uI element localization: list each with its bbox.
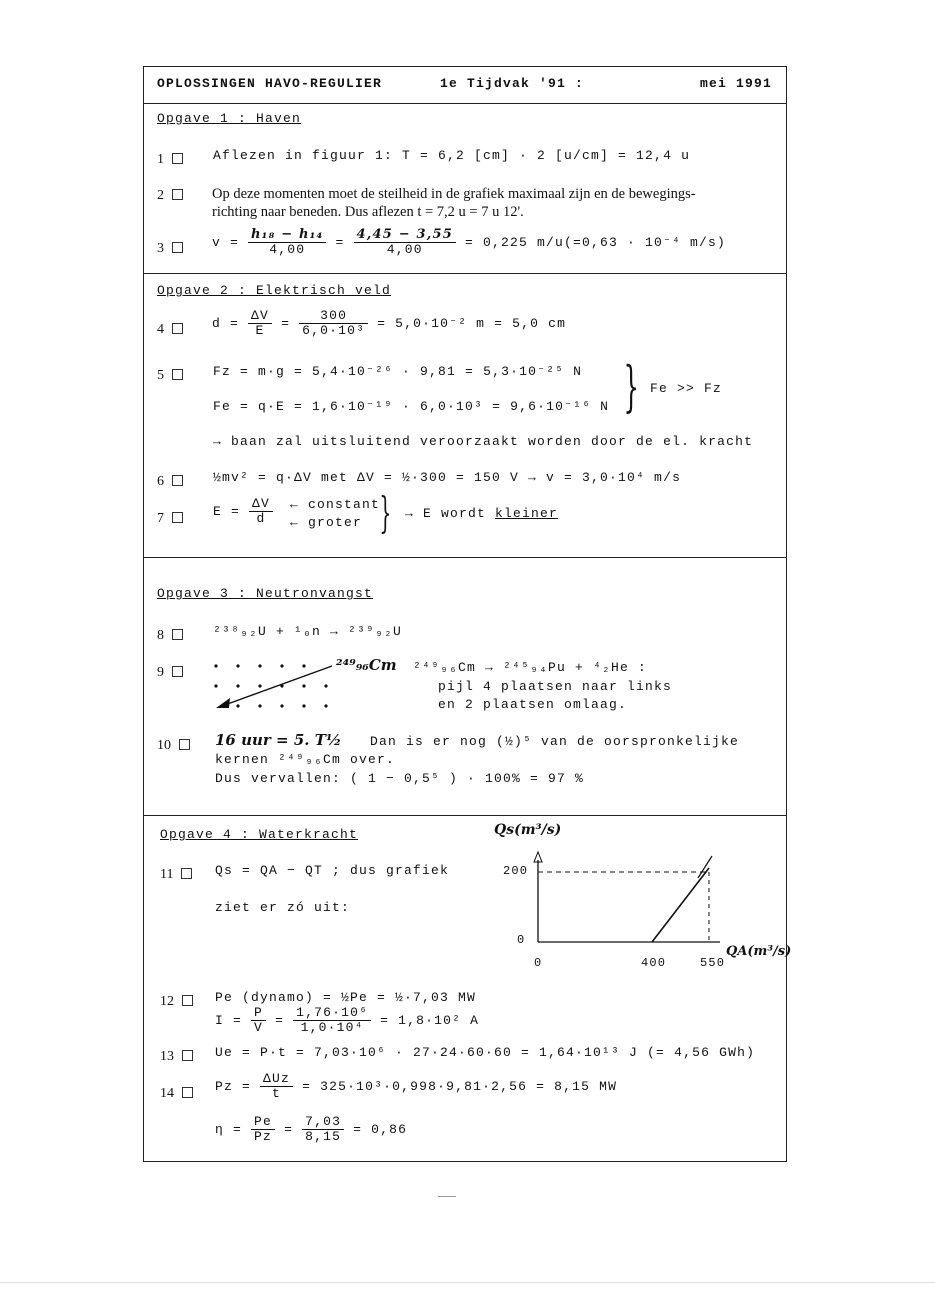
graph-line [652,868,709,942]
q10-line3: Dus vervallen: ( 1 − 0,5⁵ ) · 100% = 97 % [215,771,585,786]
q9-number: 9 [157,661,183,681]
q11-number: 11 [160,863,192,883]
q7-number: 7 [157,507,183,527]
q7-fraction: $\frac{\Delta V}{d}$ [249,497,273,526]
scan-mark [438,1196,456,1197]
q12-formula: I = $\frac{P}{V}$ = $\frac{\text{1,76·10⁶}}{\text{1,0·10⁴}}$ = 1,8·10² A [215,1005,480,1035]
q13-text: Ue = P·t = 7,03·10⁶ · 27·24·60·60 = 1,64·10¹³ J (= 4,56 GWh) [215,1045,756,1060]
graph-y-label: Qs(m³/s) [494,822,562,838]
q10-handwritten: 16 uur = 5. T½ [215,731,342,749]
q10-line1: Dan is er nog (½)⁵ van de oorspronkelijke [370,734,740,749]
q4-fraction-2: $\frac{300}{\text{6,0·10³}}$ [299,309,368,338]
q3-formula [212,228,726,257]
q12-line1: Pe (dynamo) = ½Pe = ½·7,03 MW [215,990,477,1005]
q14-checkbox [182,1087,193,1098]
q14-number: 14 [160,1082,193,1102]
q8-text: ²³⁸₉₂U + ¹₀n → ²³⁹₉₂U [213,624,403,639]
q5-comparison: Fe >> Fz [650,381,723,396]
q3-number: 3 [157,237,183,257]
q5-line1: Fz = m·g = 5,4·10⁻²⁶ · 9,81 = 5,3·10⁻²⁵ N [213,364,583,379]
graph-y-tick-0: 0 [517,933,526,947]
q12-lhs: I = [215,1013,243,1028]
opgave2-title: Opgave 2 : Elektrisch veld [157,283,392,298]
q10-checkbox [179,739,190,750]
q2-number: 2 [157,184,183,204]
q8-checkbox [172,629,183,640]
q4-formula: d = $\frac{\Delta V}{E}$ = $\frac{300}{\text{6,0·10³}}$ = 5,0·10⁻² m = 5,0 cm [212,308,567,338]
q7-arrow-groter: ← groter [290,515,363,530]
divider-3 [143,815,786,816]
divider-1 [143,273,786,274]
q5-brace: } [623,355,639,418]
q9-line2: pijl 4 plaatsen naar links [438,679,673,694]
graph-x-tick-550: 550 [700,956,726,970]
q9-reaction: ²⁴⁹₉₆Cm → ²⁴⁵₉₄Pu + ⁴₂He : [413,660,648,675]
q10-line2: kernen ²⁴⁹₉₆Cm over. [215,752,396,767]
q5-checkbox [172,369,183,380]
q7-result-underlined: kleiner [495,506,559,521]
q2-line2: richting naar beneden. Dus aflezen t = 7,2 u = 7 u 12'. [212,204,524,220]
q7-formula [213,497,273,526]
q9-checkbox [172,666,183,677]
q7-brace: } [379,488,392,537]
q4-fraction-1: $\frac{\Delta V}{E}$ [248,309,272,338]
q13-number: 13 [160,1045,193,1065]
q11-line1: Qs = QA − QT ; dus grafiek [215,863,450,878]
q6-text: ½mv² = q·ΔV met ΔV = ½·300 = 150 V → v = 3,0·10⁴ m/s [213,470,682,485]
q6-checkbox [172,475,183,486]
header-left: OPLOSSINGEN HAVO-REGULIER [157,76,383,91]
q7-arrow-constant: ← constant [290,497,381,512]
scan-edge-line [0,1282,935,1283]
q3-fraction-1: $\frac{\text{h₁₈ − h₁₄}}{4,00}$ [248,228,326,257]
q14-eta-lhs: η = [215,1122,243,1137]
q5-number: 5 [157,364,183,384]
q9-line3: en 2 plaatsen omlaag. [438,697,628,712]
graph-x-label: QA(m³/s) [726,944,792,959]
q2-line1: Op deze momenten moet de steilheid in de grafiek maximaal zijn en de bewegings- [212,186,696,202]
q3-eq: = [335,235,345,250]
q13-checkbox [182,1050,193,1061]
graph-y-tick-200: 200 [503,864,529,878]
q14-eta-formula: η = $\frac{Pe}{Pz}$ = $\frac{7,03}{8,15}$ = 0,86 [215,1114,408,1144]
q9-nuclide-label: ²⁴⁹₉₆Cm [336,656,397,674]
q4-number: 4 [157,318,183,338]
q11-line2: ziet er zó uit: [215,900,351,915]
q7-lhs: E = [213,504,241,519]
q1-checkbox [172,153,183,164]
q3-rhs: = 0,225 m/u(=0,63 · 10⁻⁴ m/s) [465,235,727,250]
nuclide-grid-dots [214,664,327,707]
opgave4-title: Opgave 4 : Waterkracht [160,827,359,842]
graph-x-tick-400: 400 [641,956,667,970]
opgave3-title: Opgave 3 : Neutronvangst [157,586,374,601]
q12-fraction-1: $\frac{P}{V}$ [251,1006,266,1035]
q11-checkbox [181,868,192,879]
q10-number: 10 [157,734,190,754]
q5-line2: Fe = q·E = 1,6·10⁻¹⁹ · 6,0·10³ = 9,6·10⁻¹⁶ N [213,399,610,414]
q2-checkbox [172,189,183,200]
q14-fraction: $\frac{\text{ΔUz}}{t}$ [260,1072,293,1101]
q1-text: Aflezen in figuur 1: T = 6,2 [cm] · 2 [u/cm] = 12,4 u [213,148,691,163]
q4-rhs: = 5,0·10⁻² m = 5,0 cm [377,316,567,331]
q14-lhs: Pz = [215,1079,252,1094]
q12-rhs: = 1,8·10² A [380,1013,480,1028]
q7-result: → E wordt kleiner [405,506,559,521]
q12-number: 12 [160,990,193,1010]
q1-number: 1 [157,148,183,168]
q4-lhs: d = [212,316,240,331]
header-middle: 1e Tijdvak '91 : [440,76,585,91]
opgave1-title: Opgave 1 : Haven [157,111,302,126]
q12-checkbox [182,995,193,1006]
q14-eta-rhs: = 0,86 [353,1122,408,1137]
graph-x-tick-0: 0 [534,956,543,970]
q3-checkbox [172,242,183,253]
q8-number: 8 [157,624,183,644]
q14-eta-fraction-1: $\frac{Pe}{Pz}$ [251,1115,275,1144]
q14-rhs: = 325·10³·0,998·9,81·2,56 = 8,15 MW [302,1079,618,1094]
q5-conclusion: → baan zal uitsluitend veroorzaakt worden door de el. kracht [213,434,754,449]
q14-eta-fraction-2: $\frac{7,03}{8,15}$ [302,1115,344,1144]
q6-number: 6 [157,470,183,490]
q3-fraction-2: $\frac{4,45 - 3,55}{4,00}$ [354,228,456,257]
q14-formula [215,1072,617,1101]
q3-lhs: v = [212,235,240,250]
q7-checkbox [172,512,183,523]
divider-2 [143,557,786,558]
q12-fraction-2: $\frac{\text{1,76·10⁶}}{\text{1,0·10⁴}}$ [293,1006,371,1035]
header-right: mei 1991 [700,76,773,91]
header-divider [143,103,786,104]
q4-checkbox [172,323,183,334]
